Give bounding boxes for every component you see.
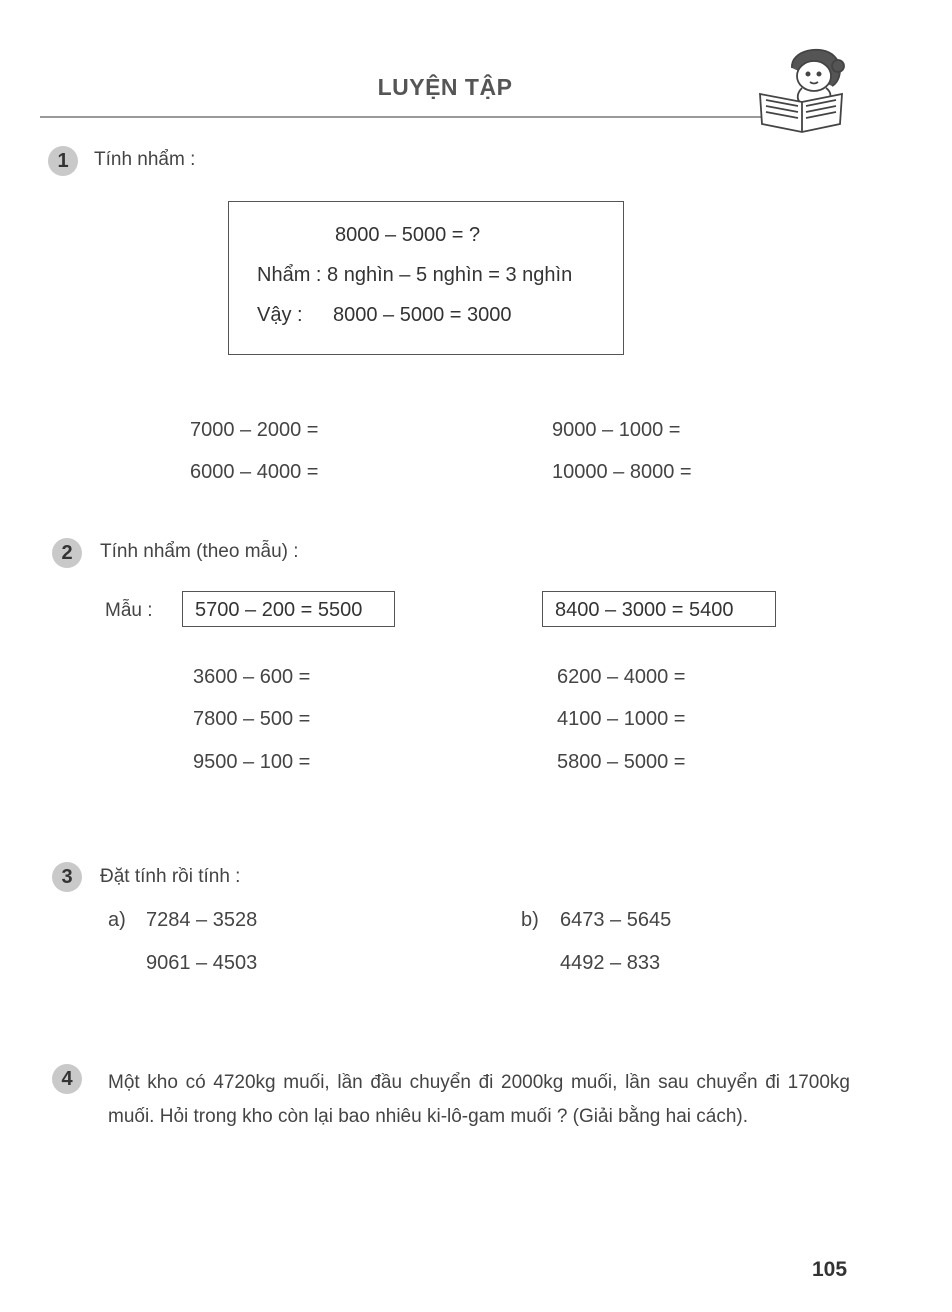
part-a-problem-1: 7284 – 3528 [146, 909, 258, 931]
exercise-4-text: Một kho có 4720kg muối, lần đầu chuyển đi 2000kg muối, lần sau chuyển đi 1700kg muối. Hỏi trong kho còn lại bao nhiêu ki-lô-gam muối ? (Giải bằng hai cách). [108, 1072, 850, 1127]
ex1-problem-left-2: 6000 – 4000 = [190, 461, 319, 483]
page-number: 105 [812, 1258, 848, 1281]
ex1-problem-right-2: 10000 – 8000 = [552, 461, 692, 483]
exercise-2-heading: Tính nhẩm (theo mẫu) : [100, 541, 299, 562]
reading-girl-illustration [752, 38, 852, 138]
title-divider [40, 116, 800, 118]
page-title: LUYỆN TẬP [377, 74, 513, 100]
ex2-problem-left-2: 7800 – 500 = [193, 708, 311, 730]
ex1-problem-left-1: 7000 – 2000 = [190, 419, 319, 441]
exercise-1-heading: Tính nhẩm : [94, 149, 196, 170]
example-box [228, 201, 624, 355]
example-line-1: 8000 – 5000 = ? [335, 224, 481, 246]
sample-box-right: 8400 – 3000 = 5400 [542, 591, 776, 627]
part-b-label: b) [521, 909, 539, 931]
ex2-problem-right-2: 4100 – 1000 = [557, 708, 686, 730]
exercise-number-3: 3 [52, 862, 82, 892]
sample-box-left: 5700 – 200 = 5500 [182, 591, 395, 627]
part-b-problem-1: 6473 – 5645 [560, 909, 672, 931]
exercise-number-4: 4 [52, 1064, 82, 1094]
part-a-problem-2: 9061 – 4503 [146, 952, 258, 974]
sample-label: Mẫu : [105, 600, 153, 621]
example-line-3-prefix: Vậy : [257, 304, 303, 326]
ex1-problem-right-1: 9000 – 1000 = [552, 419, 681, 441]
ex2-problem-right-3: 5800 – 5000 = [557, 751, 686, 773]
ex2-problem-left-3: 9500 – 100 = [193, 751, 311, 773]
exercise-3-heading: Đặt tính rồi tính : [100, 866, 241, 887]
exercise-number-2: 2 [52, 538, 82, 568]
example-line-2: Nhẩm : 8 nghìn – 5 nghìn = 3 nghìn [257, 264, 573, 286]
ex2-problem-left-1: 3600 – 600 = [193, 666, 311, 688]
ex2-problem-right-1: 6200 – 4000 = [557, 666, 686, 688]
part-a-label: a) [108, 909, 126, 931]
exercise-number-1: 1 [48, 146, 78, 176]
example-line-3: 8000 – 5000 = 3000 [333, 304, 512, 326]
part-b-problem-2: 4492 – 833 [560, 952, 661, 974]
